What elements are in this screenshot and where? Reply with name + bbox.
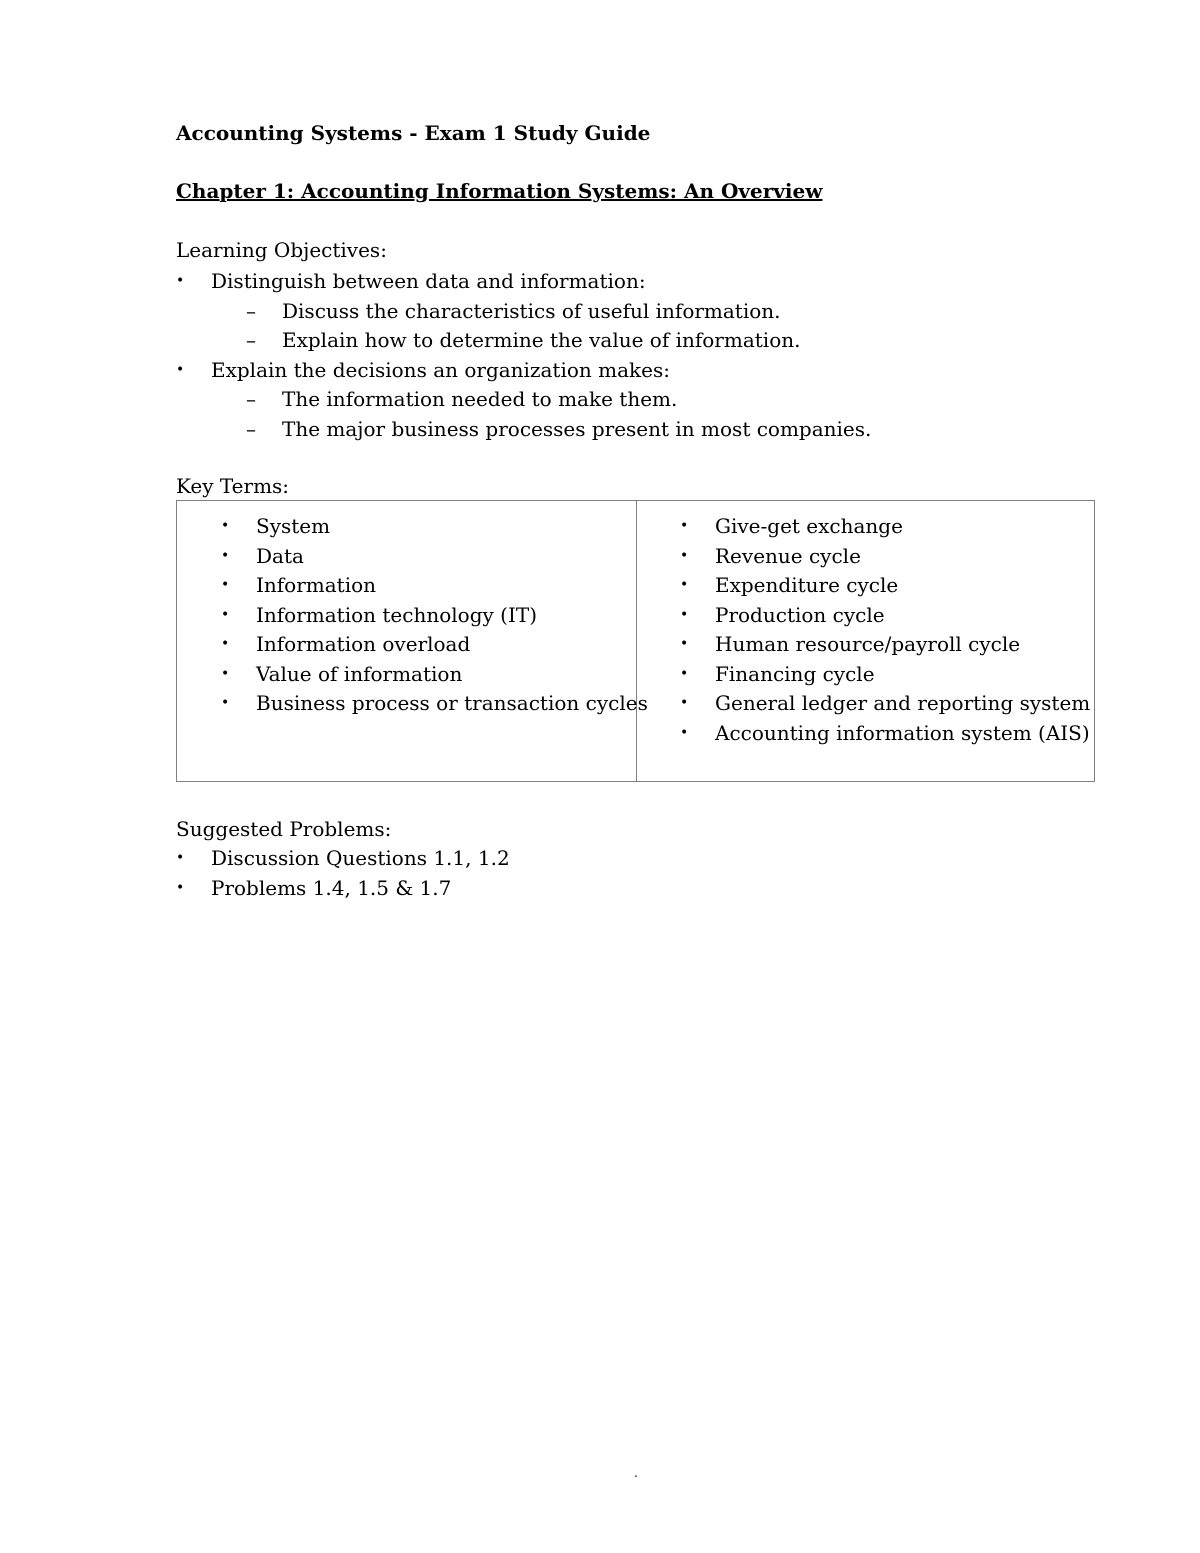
document-title: Accounting Systems - Exam 1 Study Guide (176, 121, 651, 145)
dash-marker: – (246, 416, 256, 441)
key-term-text: Revenue cycle (715, 543, 861, 568)
key-term-text: Business process or transaction cycles (256, 691, 648, 715)
key-term-text: System (256, 514, 331, 538)
bullet-marker: • (176, 273, 185, 289)
bullet-marker: • (680, 695, 689, 711)
bullet-marker: • (680, 724, 689, 741)
chapter-heading: Chapter 1: Accounting Information Systems: An Overview (176, 179, 823, 203)
key-term-text: Give-get exchange (715, 514, 903, 538)
bullet-marker: • (176, 879, 185, 896)
problem-text: Discussion Questions 1.1, 1.2 (211, 846, 510, 870)
bullet-marker: • (176, 850, 185, 866)
bullet-marker: • (680, 636, 689, 652)
objective-text: Explain how to determine the value of information. (282, 328, 801, 352)
dash-marker: – (246, 298, 256, 323)
objective-text: The information needed to make them. (282, 387, 678, 411)
bullet-marker: • (680, 606, 689, 623)
dash-marker: – (246, 387, 256, 411)
key-term-text: Information technology (IT) (256, 602, 538, 627)
objective-text: Distinguish between data and information: (211, 269, 646, 293)
key-term-text: Value of information (256, 661, 463, 686)
page-footer-mark: . (634, 1466, 638, 1480)
objective-text: Explain the decisions an organization makes: (211, 357, 670, 382)
bullet-marker: • (221, 547, 230, 564)
bullet-marker: • (221, 665, 230, 682)
suggested-problems-label: Suggested Problems: (176, 817, 392, 841)
bullet-marker: • (221, 606, 230, 623)
table-column-divider (636, 501, 637, 781)
key-term-text: Human resource/payroll cycle (715, 632, 1021, 656)
bullet-marker: • (221, 577, 230, 593)
key-term-text: General ledger and reporting system (715, 691, 1091, 715)
key-term-text: Financing cycle (715, 661, 875, 686)
bullet-marker: • (176, 361, 185, 378)
key-term-text: Accounting information system (AIS) (715, 720, 1090, 745)
key-term-text: Information (256, 573, 377, 597)
dash-marker: – (246, 328, 256, 352)
key-term-text: Production cycle (715, 602, 885, 627)
bullet-marker: • (680, 547, 689, 564)
objective-text: Discuss the characteristics of useful information. (282, 298, 781, 323)
objective-text: The major business processes present in most companies. (282, 416, 872, 441)
bullet-marker: • (680, 577, 689, 593)
bullet-marker: • (221, 695, 230, 711)
bullet-marker: • (221, 636, 230, 652)
key-terms-table (176, 500, 1095, 782)
bullet-marker: • (680, 665, 689, 682)
key-terms-label: Key Terms: (176, 474, 290, 498)
key-term-text: Data (256, 543, 304, 568)
bullet-marker: • (221, 518, 230, 534)
key-term-text: Information overload (256, 632, 471, 656)
problem-text: Problems 1.4, 1.5 & 1.7 (211, 875, 452, 900)
learning-objectives-label: Learning Objectives: (176, 238, 387, 262)
key-term-text: Expenditure cycle (715, 573, 899, 597)
bullet-marker: • (680, 518, 689, 534)
